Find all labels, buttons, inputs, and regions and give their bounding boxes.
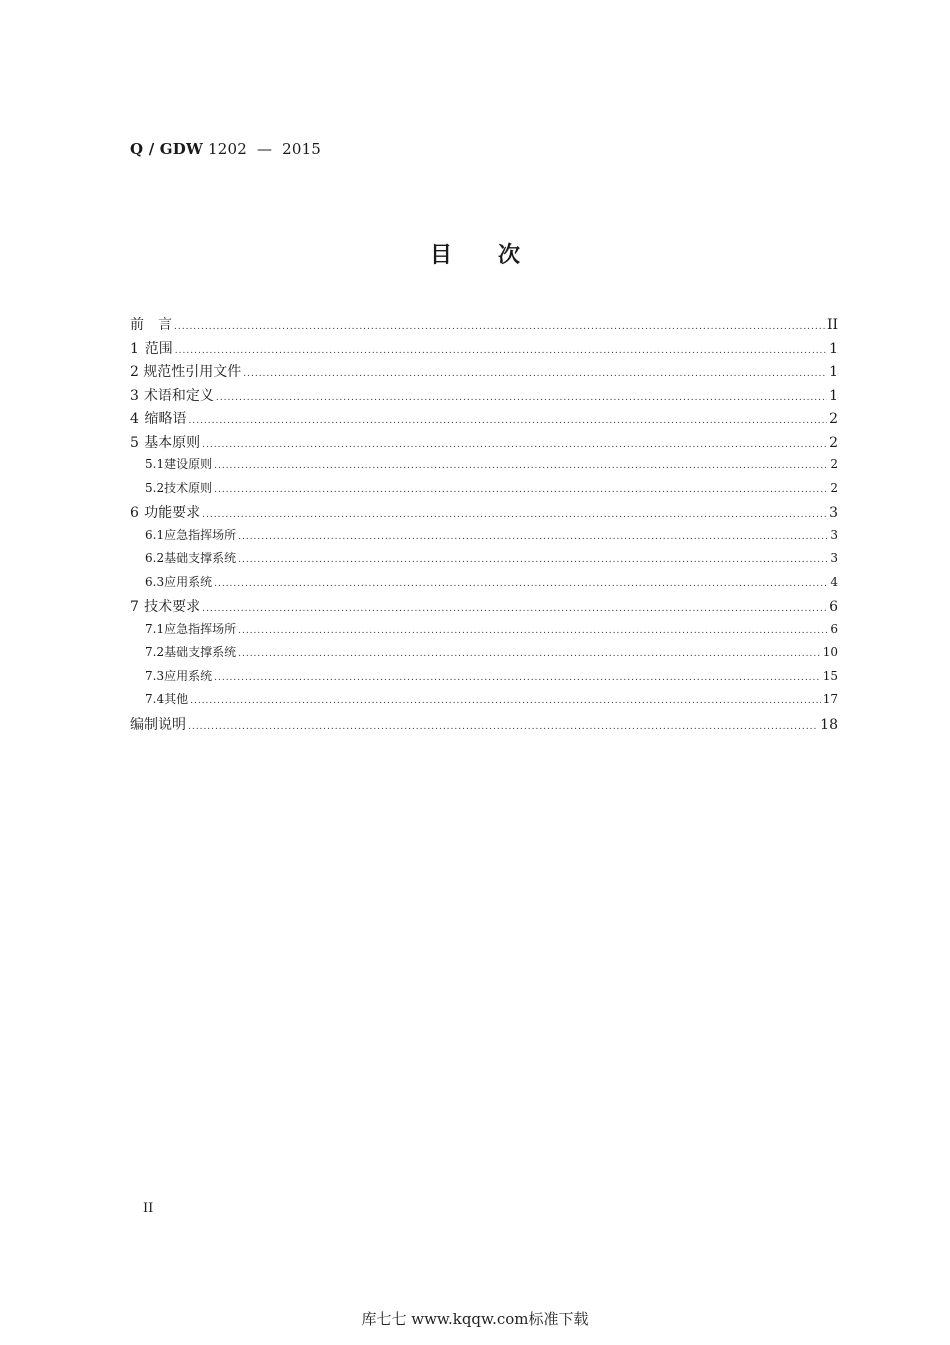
toc-entry-title: 基础支撑系统 [164,551,237,565]
toc-entry-6[interactable] [130,502,838,526]
toc-entry-7-3[interactable] [130,667,838,691]
toc-entry-title: 基础支撑系统 [164,645,237,659]
toc-entry-page: 17 [822,692,838,706]
toc-leader-dots [243,369,827,379]
toc-entry-number: 7 [130,599,139,615]
toc-entry-title: 其他 [164,692,189,706]
toc-entry-7-2[interactable] [130,643,838,667]
toc-entry-title: 技术要求 [144,599,201,615]
toc-entry-5-2[interactable] [130,479,838,503]
toc-heading [0,238,950,269]
toc-entry-number: 5.2 [145,480,165,495]
toc-entry-page: 6 [830,621,838,636]
toc-entry-title: 术语和定义 [143,387,214,404]
toc-entry-number: 4 [130,411,139,427]
toc-entry-3[interactable] [130,385,838,409]
toc-leader-dots [214,485,828,495]
toc-entry-page: 2 [830,457,838,471]
toc-leader-dots [174,322,825,332]
toc-entry-number: 6.3 [145,574,165,589]
toc-entry-title: 基本原则 [144,434,201,451]
toc-leader-dots [202,440,827,450]
toc-entry-number: 7.2 [145,645,165,659]
toc-entry-5[interactable] [130,432,838,456]
toc-entry-7-1[interactable] [130,620,838,644]
toc-leader-dots [238,649,821,659]
toc-leader-dots [216,393,827,403]
standard-code-number: 1202 — 2015 [203,140,322,158]
toc-entry-title: 缩略语 [144,411,187,427]
toc-entry-number: 6.1 [145,527,165,542]
toc-entry-title: 技术原则 [164,480,213,495]
toc-entry-5-1[interactable] [130,455,838,479]
toc-entry-number: 3 [130,387,139,404]
toc-leader-dots [238,626,828,636]
toc-entry-title: 应用系统 [164,668,213,683]
toc-heading-char-2: 次 [498,243,521,268]
toc-entry-number: 7.4 [145,692,165,706]
toc-entry-page: 2 [830,480,838,495]
toc-entry-explanation[interactable] [130,714,838,738]
toc-entry-number: 7.1 [145,621,165,636]
toc-entry-title: 建设原则 [164,457,213,471]
toc-leader-dots [238,532,828,542]
toc-leader-dots [214,673,821,683]
toc-entry-number: 5.1 [145,457,165,471]
toc-leader-dots [188,416,827,426]
toc-entry-page: 6 [829,599,838,615]
toc-entry-7[interactable] [130,596,838,620]
toc-entry-title: 编制说明 [130,716,186,733]
toc-entry-title: 范围 [144,340,173,357]
watermark-text: 库七七 www.kqqw.com标准下载 [361,1310,589,1328]
toc-entry-page: 18 [820,716,838,733]
toc-heading-char-1: 目 [429,243,452,268]
toc-entry-number: 6 [130,505,139,521]
toc-entry-page: 4 [830,574,838,589]
toc-entry-title: 应用系统 [164,574,213,589]
toc-entry-page: 1 [829,340,838,357]
standard-code-prefix: Q / GDW [130,140,204,158]
toc-entry-page: 1 [829,364,838,380]
toc-entry-number: 5 [130,434,139,451]
toc-entry-number: 6.2 [145,551,165,565]
toc-entry-number: 1 [130,340,139,357]
toc-entry-number: 7.3 [145,668,165,683]
toc-entry-page: 15 [822,668,838,683]
toc-entry-number: 2 [130,364,139,380]
toc-leader-dots [190,696,821,706]
toc-entry-7-4[interactable] [130,690,838,714]
toc-leader-dots [214,461,828,471]
toc-entry-title: 应急指挥场所 [164,621,237,636]
toc-leader-dots [175,346,827,356]
toc-entry-page: 1 [829,387,838,404]
toc-entry-page: 10 [822,645,838,659]
standard-code [130,140,321,158]
toc-entry-page: II [826,317,838,333]
toc-entry-page: 3 [829,505,838,521]
toc-leader-dots [202,604,827,614]
toc-entry-title: 功能要求 [144,505,201,521]
toc-entry-page: 2 [829,434,838,451]
toc-entry-page: 3 [830,551,838,565]
toc-leader-dots [202,510,827,520]
toc-entry-2[interactable] [130,361,838,385]
toc-leader-dots [214,579,828,589]
toc-entry-title: 规范性引用文件 [143,364,242,380]
toc-entry-1[interactable] [130,338,838,362]
toc-entry-page: 2 [829,411,838,427]
toc-entry-6-3[interactable] [130,573,838,597]
table-of-contents [130,314,838,737]
toc-entry-page: 3 [830,527,838,542]
toc-leader-dots [188,722,818,732]
toc-leader-dots [238,555,828,565]
toc-entry-title: 应急指挥场所 [164,527,237,542]
toc-entry-6-1[interactable] [130,526,838,550]
page-number: II [143,1201,154,1216]
toc-entry-title: 前 言 [130,317,172,333]
toc-entry-foreword[interactable] [130,314,838,338]
toc-entry-4[interactable] [130,408,838,432]
toc-entry-6-2[interactable] [130,549,838,573]
